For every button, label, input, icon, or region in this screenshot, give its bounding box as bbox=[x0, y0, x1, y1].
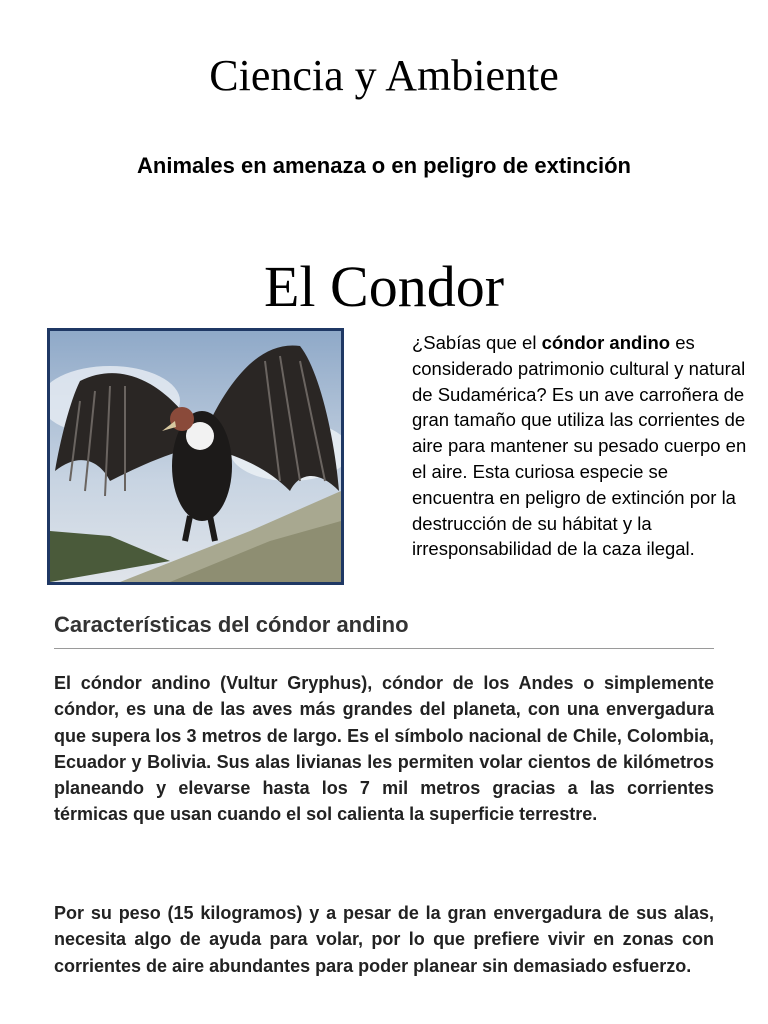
article-heading: El Condor bbox=[263, 254, 505, 319]
condor-photo bbox=[47, 328, 344, 585]
page-subtitle: Animales en amenaza o en peligro de extinción bbox=[137, 153, 631, 178]
condor-illustration bbox=[50, 331, 341, 582]
intro-text-end: es considerado patrimonio cultural y natural de Sudamérica? Es un ave carroñera de gran tamaño que utiliza las corrientes de aire para mantener su pesado cuerpo en el aire. Esta curiosa especie se encuentra en peligro de extinción por la destrucción de su hábitat y la irresponsabilidad de la caza ilegal. bbox=[412, 332, 747, 560]
intro-text-start: ¿Sabías que el bbox=[412, 332, 542, 353]
intro-bold-term: cóndor andino bbox=[541, 332, 671, 353]
page-title: Ciencia y Ambiente bbox=[209, 51, 559, 100]
paragraph-2: Por su peso (15 kilogramos) y a pesar de la gran envergadura de sus alas, necesita algo de ayuda para volar, por lo que prefiere vivir en zonas con corrientes de aire abundantes para poder planear sin demasiado esfuerzo. bbox=[54, 903, 714, 976]
intro-paragraph bbox=[412, 330, 752, 562]
section-heading: Características del cóndor andino bbox=[54, 612, 714, 649]
paragraph-1: El cóndor andino (Vultur Gryphus), cóndor de los Andes o simplemente cóndor, es una de las aves más grandes del planeta, con una envergadura que supera los 3 metros de largo. Es el símbolo nacional de Chile, Colombia, Ecuador y Bolivia. Sus alas livianas les permiten volar cientos de kilómetros planeando y elevarse hasta los 7 mil metros gracias a las corrientes térmicas que usan cuando el sol calienta la superficie terrestre. bbox=[54, 673, 714, 825]
